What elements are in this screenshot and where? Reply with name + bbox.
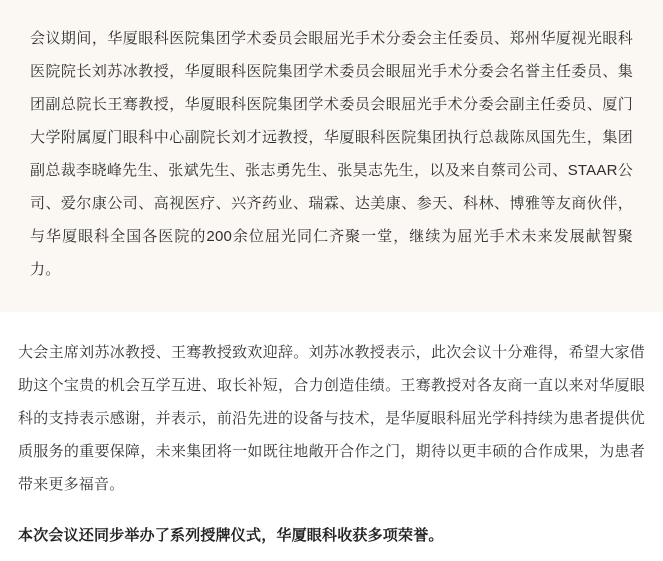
article-block-award-ceremony (0, 505, 663, 561)
paragraph-event-participants: 会议期间，华厦眼科医院集团学术委员会眼屈光手术分委会主任委员、郑州华厦视光眼科医院院长刘苏冰教授，华厦眼科医院集团学术委员会眼屈光手术分委会名誉主任委员、集团副总院长王骞教授，华厦眼科医院集团学术委员会眼屈光手术分委会副主任委员、厦门大学附属厦门眼科中心副院长刘才远教授，华厦眼科医院集团执行总裁陈凤国先生，集团副总裁李晓峰先生、张斌先生、张志勇先生、张昊志先生，以及来自蔡司公司、STAAR公司、爱尔康公司、高视医疗、兴齐药业、瑞霖、达美康、参天、科林、博雅等友商伙伴，与华厦眼科全国各医院的200余位屈光同仁齐聚一堂，继续为屈光手术未来发展献智聚力。 (30, 30, 633, 278)
paragraph-award-ceremony: 本次会议还同步举办了系列授牌仪式，华厦眼科收获多项荣誉。 (18, 527, 444, 544)
article-block-opening-remarks (0, 312, 663, 505)
paragraph-opening-remarks: 大会主席刘苏冰教授、王骞教授致欢迎辞。刘苏冰教授表示，此次会议十分难得，希望大家借助这个宝贵的机会互学互进、取长补短，合力创造佳绩。王骞教授对各友商一直以来对华厦眼科的支持表示感谢，并表示，前沿先进的设备与技术，是华厦眼科屈光学科持续为患者提供优质服务的重要保障，未来集团将一如既往地敞开合作之门，期待以更丰硕的合作成果，为患者带来更多福音。 (18, 344, 645, 493)
